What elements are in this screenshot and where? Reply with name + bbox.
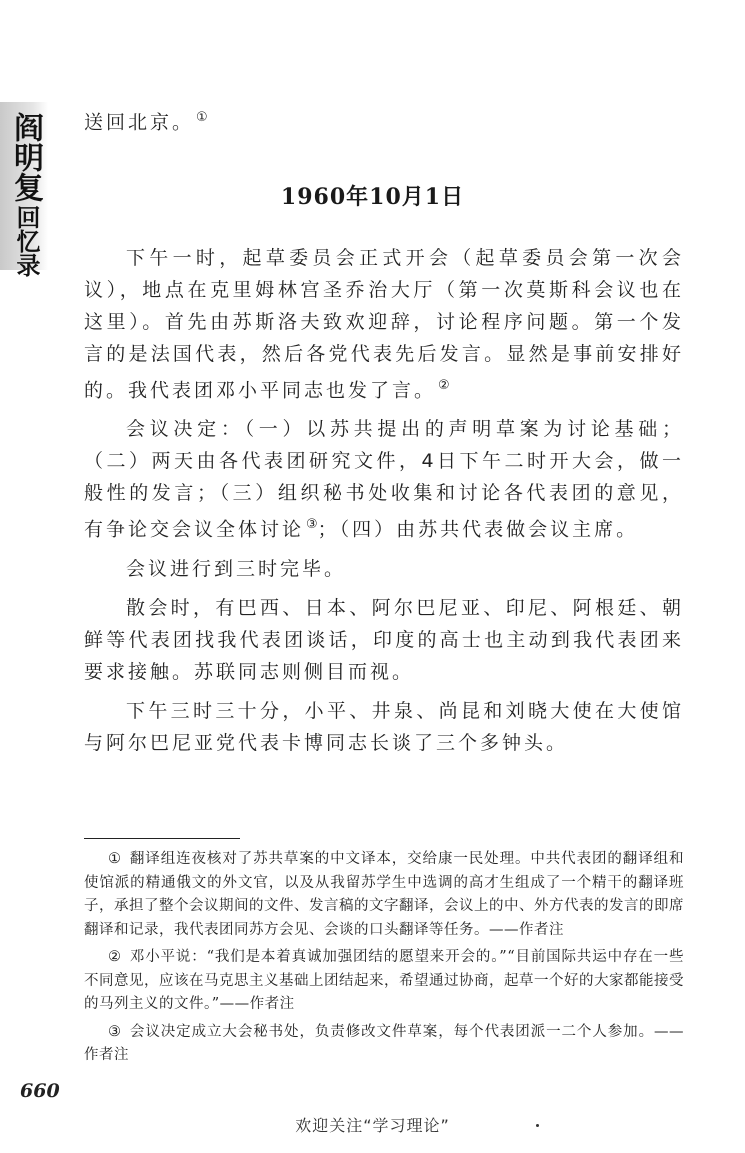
- paragraph: [84, 695, 684, 759]
- book-series-subtitle: 回忆录: [12, 205, 40, 277]
- footnote-mark: ①: [196, 110, 208, 125]
- carryover-paragraph: [84, 102, 684, 138]
- footnote-number: ③: [108, 1023, 122, 1040]
- book-author-title: 阎明复: [8, 112, 43, 202]
- paragraph-text: 散会时，有巴西、日本、阿尔巴尼亚、印尼、阿根廷、朝鲜等代表团找我代表团谈话，印度的高士也主动到我代表团来要求接触。苏联同志则侧目而视。: [84, 596, 684, 683]
- footnotes: [84, 848, 684, 1072]
- paragraph-text: 会议决定：（一）以苏共提出的声明草案为讨论基础；（二）两天由各代表团研究文件，4日下午二时开大会，做一般性的发言；（三）组织秘书处收集和讨论各代表团的意见，有争论交会议全体讨论: [84, 418, 684, 541]
- paragraph-text: 下午三时三十分，小平、井泉、尚昆和刘晓大使在大使馆与阿尔巴尼亚党代表卡博同志长谈了三个多钟头。: [84, 699, 684, 754]
- paragraph-text: 会议进行到三时完毕。: [126, 557, 347, 580]
- footnote: [84, 1021, 684, 1068]
- watermark-caption: 欢迎关注“学习理论”: [295, 1116, 450, 1135]
- date-heading: 1960年10月1日: [280, 184, 465, 210]
- paragraph: [84, 553, 684, 585]
- entry-body: [84, 242, 684, 766]
- footnote-mark: ③: [306, 517, 318, 533]
- footnote: [84, 848, 684, 942]
- paragraph: [84, 592, 684, 688]
- carryover-text: 送回北京。: [84, 111, 195, 134]
- footnote-text: 翻译组连夜核对了苏共草案的中文译本，交给康一民处理。中共代表团的翻译组和使馆派的精通俄文的外文官，以及从我留苏学生中选调的高才生组成了一个精干的翻译班子，承担了整个会议期间的文件、发言稿的文字翻译，会议上的中、外方代表的发言的即席翻译和记录，我代表团同苏方会见、会谈的口头翻译等任务。——作者注: [84, 851, 685, 938]
- page-number: 660: [20, 1080, 60, 1102]
- footnote-divider: [84, 838, 240, 839]
- footnote-number: ①: [108, 851, 122, 867]
- footnote: [84, 946, 684, 1017]
- footnote-mark: ②: [438, 378, 450, 393]
- footnote-text: 邓小平说：“我们是本着真诚加强团结的愿望来开会的。”“目前国际共运中存在一些不同意见，应该在马克思主义基础上团结起来，希望通过协商，起草一个好的大家都能接受的马列主义的文件。”——作者注: [84, 949, 684, 1012]
- paragraph: [84, 413, 684, 545]
- scan-speck: [536, 1124, 539, 1127]
- paragraph: [84, 242, 684, 406]
- paragraph-text: 下午一时，起草委员会正式开会（起草委员会第一次会议），地点在克里姆林宫圣乔治大厅（第一次莫斯科会议也在这里）。首先由苏斯洛夫致欢迎辞，讨论程序问题。第一个发言的是法国代表，然后各党代表先后发言。显然是事前安排好的。我代表团邓小平同志也发了言。: [84, 247, 684, 402]
- footnote-number: ②: [108, 949, 122, 965]
- footnote-text: 会议决定成立大会秘书处，负责修改文件草案，每个代表团派一二个人参加。——作者注: [84, 1023, 685, 1063]
- paragraph-tail: ；（四）由苏共代表做会议主席。: [317, 518, 639, 541]
